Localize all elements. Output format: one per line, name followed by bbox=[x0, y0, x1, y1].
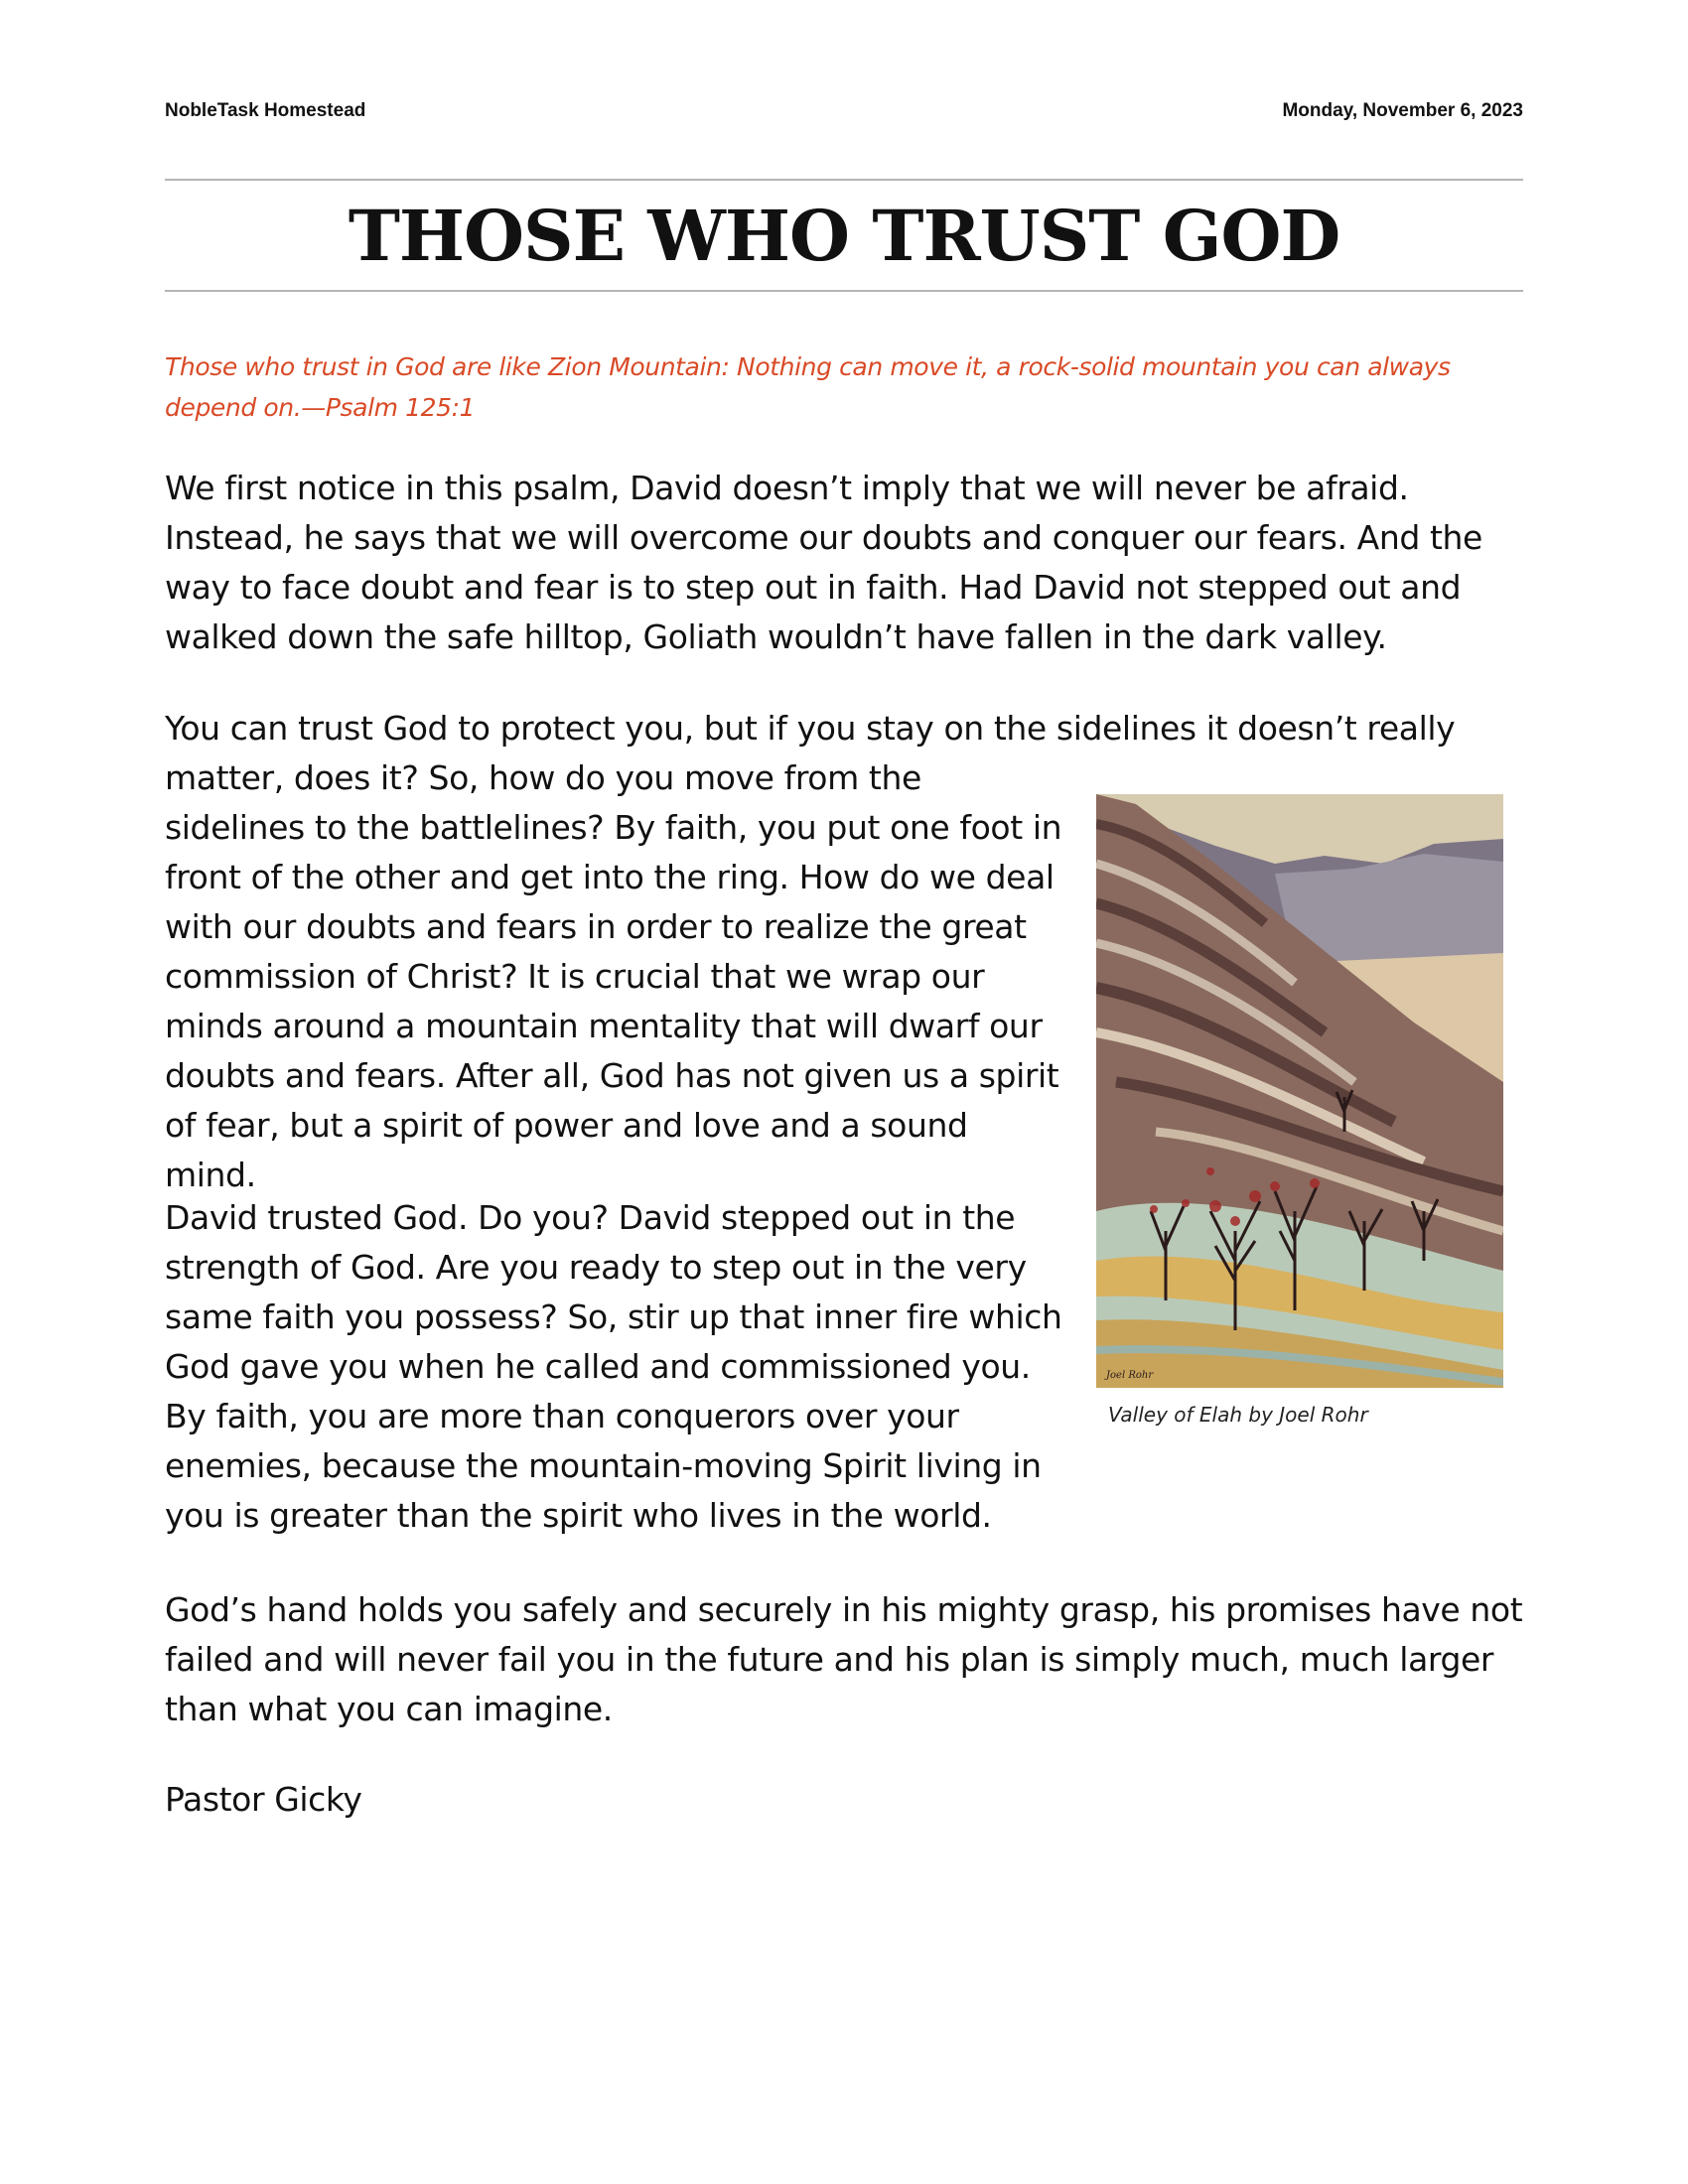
page-header bbox=[165, 100, 1523, 130]
author-signature: Pastor Gicky bbox=[165, 1780, 362, 1819]
title-top-rule bbox=[165, 179, 1523, 181]
paragraph-2-first-line: You can trust God to protect you, but if you stay on the sidelines it doesn’t really bbox=[165, 709, 1456, 748]
image-caption: Valley of Elah by Joel Rohr bbox=[1108, 1403, 1368, 1427]
publish-date: Monday, November 6, 2023 bbox=[1282, 100, 1523, 121]
paragraph-2: matter, does it? So, how do you move from the sidelines to the battlelines? By faith, you put one foot in front of the other and get into the ring. How do we deal with our doubts and fears in order to realize the great commission of Christ? It is crucial that we wrap our minds around a mountain mentality that will dwarf our doubts and fears. After all, God has not given us a spirit of fear, but a spirit of power and love and a sound mind. bbox=[165, 758, 1062, 1194]
title-bottom-rule bbox=[165, 290, 1523, 292]
article-title: THOSE WHO TRUST GOD bbox=[348, 195, 1340, 277]
site-name: NobleTask Homestead bbox=[165, 100, 366, 121]
paragraph-4: God’s hand holds you safely and securely in his mighty grasp, his promises have not failed and will never fail you in the future and his plan is simply much, much larger than what you can imagine. bbox=[165, 1590, 1523, 1728]
paragraph-1: We first notice in this psalm, David doesn’t imply that we will never be afraid. Instead, he says that we will overcome our doubts and conquer our fears. And the way to face doubt and fear is to step out in faith. Had David not stepped out and walked down the safe hilltop, Goliath wouldn’t have fallen in the dark valley. bbox=[165, 469, 1482, 656]
newsletter-page bbox=[165, 0, 1523, 2184]
artist-signature: Joel Rohr bbox=[1106, 1370, 1154, 1381]
paragraph-3: David trusted God. Do you? David stepped out in the strength of God. Are you ready to step out in the very same faith you possess? So, stir up that inner fire which God gave you when he called and commissioned you. By faith, you are more than conquerors over your enemies, because the mountain-moving Spirit living in you is greater than the spirit who lives in the world. bbox=[165, 1198, 1062, 1535]
scripture-quote: Those who trust in God are like Zion Mountain: Nothing can move it, a rock-solid mountain you can always depend on.—Psalm 125:1 bbox=[165, 352, 1451, 422]
valley-painting-image bbox=[1096, 794, 1503, 1388]
